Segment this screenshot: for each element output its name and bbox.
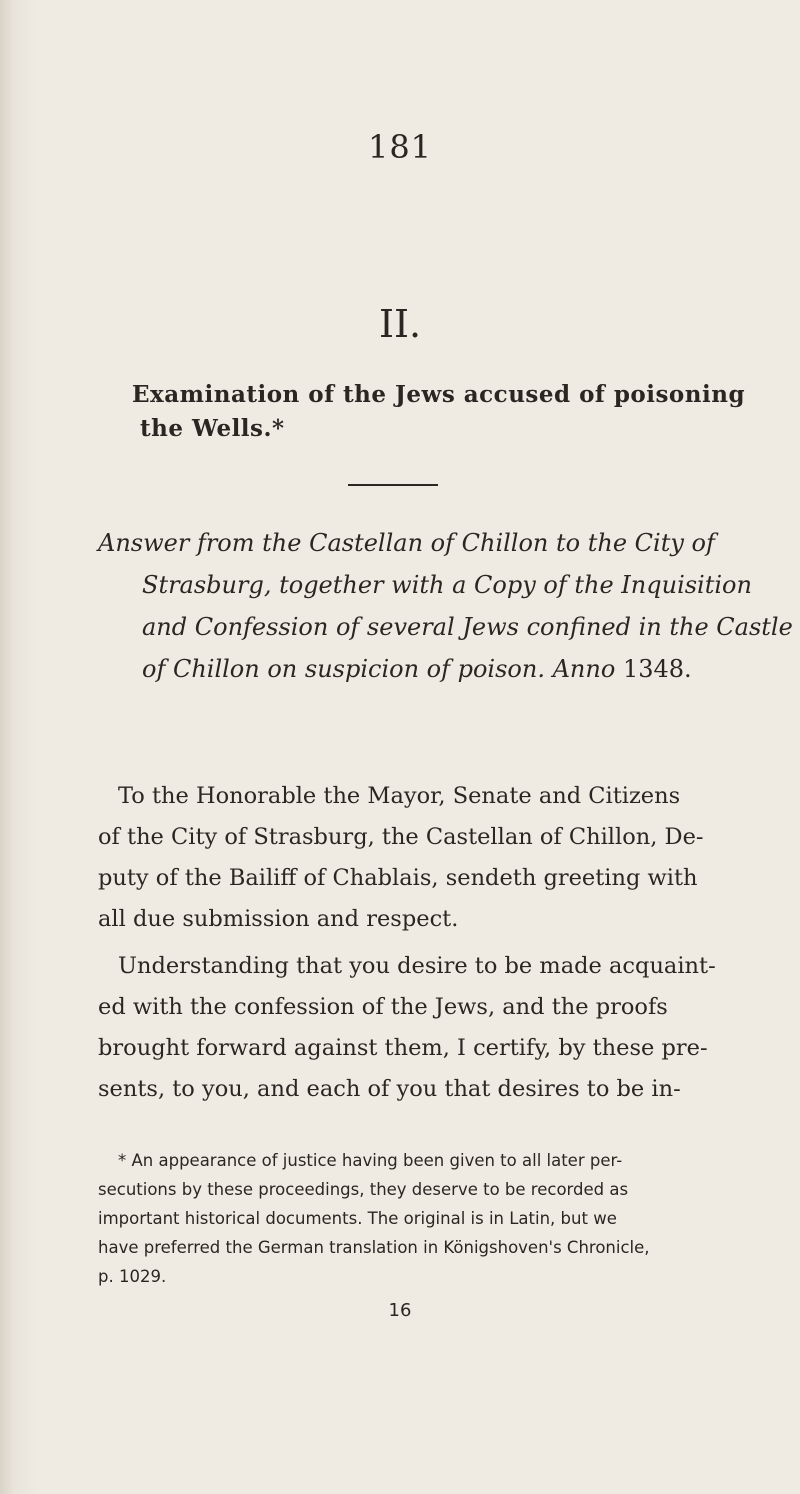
paragraph-line: of the City of Strasburg, the Castellan of Chillon, De- [98, 824, 704, 850]
footnote [98, 1146, 753, 1291]
subtitle-line-2: Strasburg, together with a Copy of the Inquisition [142, 571, 752, 599]
paragraph-line: ed with the confession of the Jews, and the proofs [98, 994, 668, 1020]
paragraph-line: sents, to you, and each of you that desires to be in- [98, 1076, 681, 1102]
blackletter-heading-line-2: the Wells.* [140, 415, 285, 442]
salutation-paragraph [98, 776, 748, 940]
footnote-line: important historical documents. The original is in Latin, but we [98, 1209, 617, 1228]
footnote-line: p. 1029. [98, 1267, 167, 1286]
subtitle-year: 1348. [622, 655, 692, 683]
paragraph-line: puty of the Bailiff of Chablais, sendeth greeting with [98, 865, 698, 891]
signature-mark: 16 [388, 1300, 412, 1321]
footnote-line: secutions by these proceedings, they deserve to be recorded as [98, 1180, 629, 1199]
footnote-line: have preferred the German translation in Königshoven's Chronicle, [98, 1238, 650, 1257]
footnote-line: * An appearance of justice having been given to all later per- [118, 1151, 623, 1170]
section-divider [348, 484, 438, 486]
paragraph-line: Understanding that you desire to be made acquaint- [118, 953, 716, 979]
subtitle-line-3: and Confession of several Jews confined in the Castle [142, 613, 793, 641]
subtitle-line-4-text: of Chillon on suspicion of poison. Anno [142, 655, 616, 683]
paragraph-line: all due submission and respect. [98, 906, 459, 932]
page-number: 181 [367, 128, 433, 166]
body-paragraph [98, 946, 748, 1110]
subtitle-line-1: Answer from the Castellan of Chillon to the City of [98, 529, 715, 557]
blackletter-heading [132, 378, 752, 446]
subtitle [98, 522, 793, 690]
blackletter-heading-line-1: Examination of the Jews accused of poisoning [132, 381, 746, 408]
subtitle-line-4 [98, 648, 748, 690]
paragraph-line: To the Honorable the Mayor, Senate and Citizens [118, 783, 681, 809]
paragraph-line: brought forward against them, I certify, by these pre- [98, 1035, 708, 1061]
section-numeral: II. [378, 302, 422, 346]
